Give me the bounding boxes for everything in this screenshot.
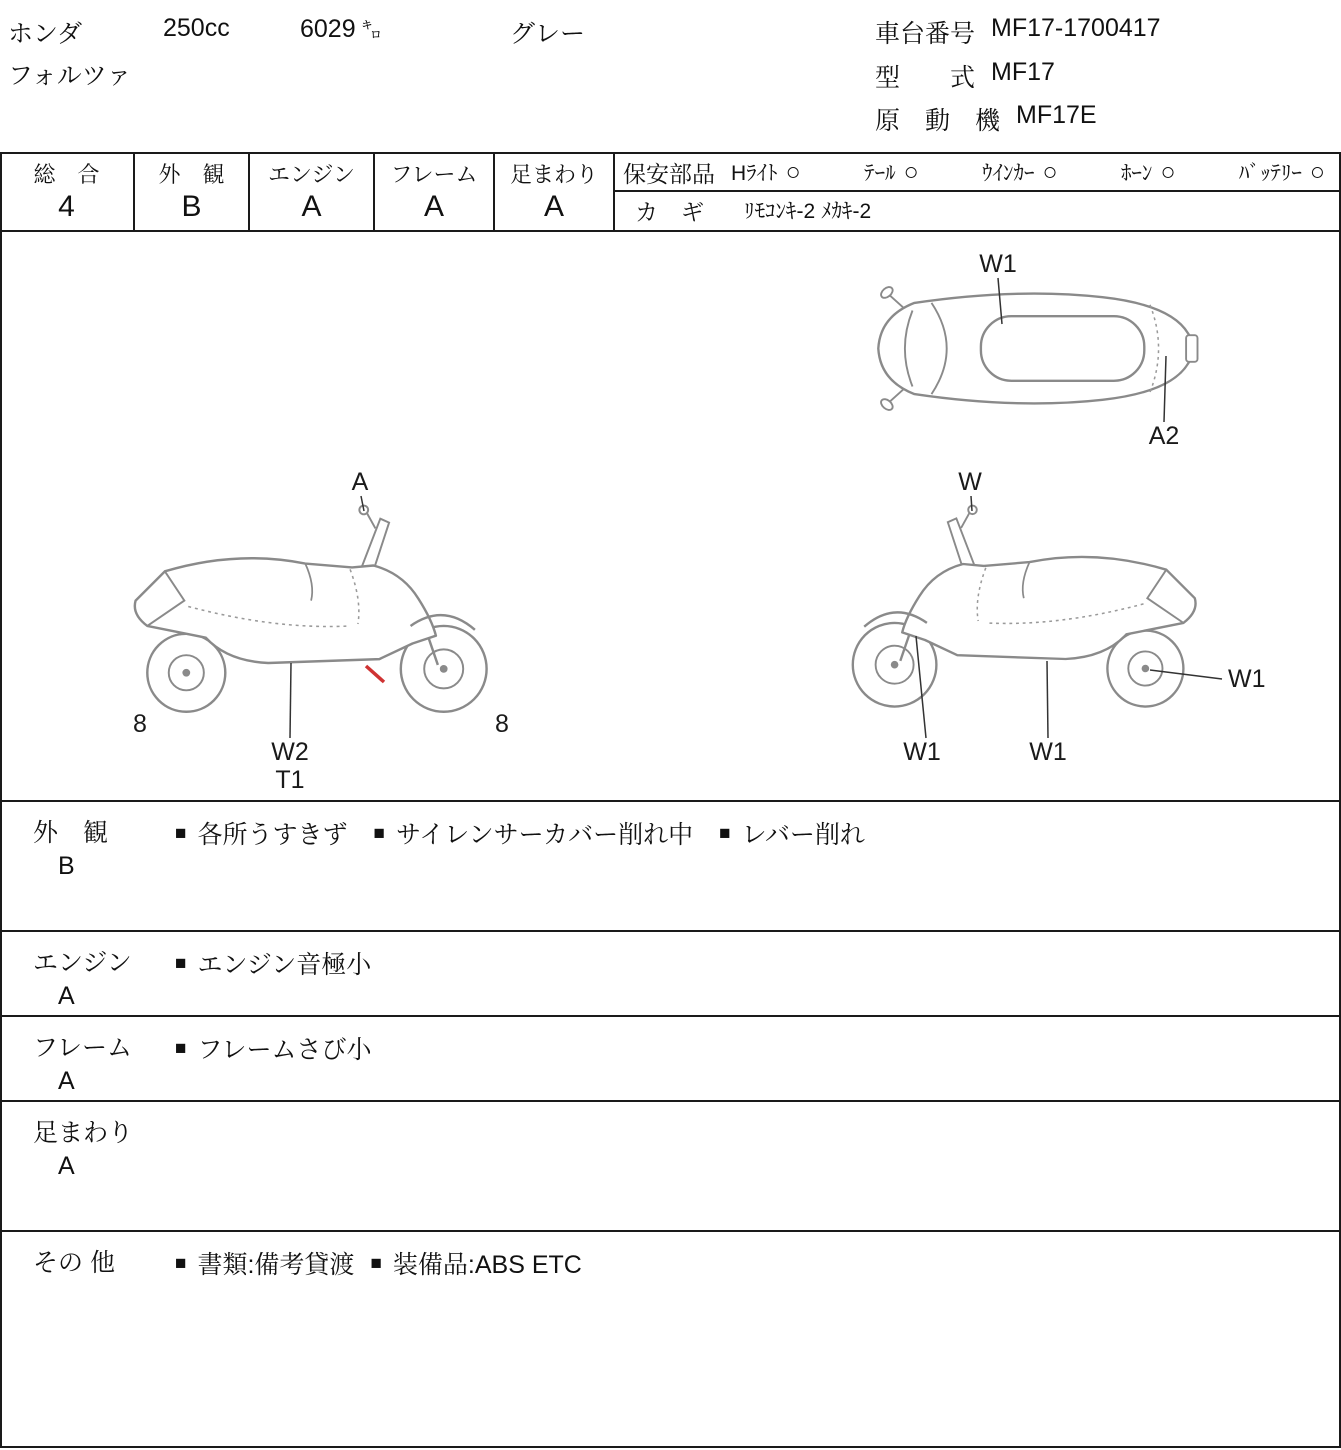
leader-line	[1047, 661, 1048, 738]
grade-label: エンジン	[268, 162, 355, 187]
grade-value: B	[181, 190, 202, 223]
grade-cell-exterior	[135, 154, 250, 230]
note-item	[175, 945, 371, 981]
bullet-square-icon: ■	[175, 1252, 187, 1274]
note-row-engine	[0, 930, 1341, 1015]
diagram-label-right-w: W	[958, 468, 982, 496]
grade-cell-engine	[250, 154, 375, 230]
safety-item-name: ﾎｰﾝ	[1120, 162, 1153, 185]
scooter-top-view	[878, 285, 1197, 412]
note-grade: A	[58, 1067, 75, 1095]
note-item	[175, 815, 348, 851]
safety-item-headlight	[731, 157, 801, 187]
grade-value: 4	[58, 190, 75, 223]
diagram-label-right-front-w1: W1	[903, 738, 941, 766]
status-circle-icon: ○	[1309, 157, 1325, 186]
diagram-label-left-front-8: 8	[495, 710, 509, 738]
safety-item-name: ﾃｰﾙ	[864, 162, 896, 185]
safety-item-battery	[1239, 157, 1325, 187]
keys-label: カ ギ	[635, 198, 704, 225]
diagram-label-right-rear-w1: W1	[1228, 665, 1266, 693]
grade-summary-row	[0, 152, 1341, 232]
safety-item-horn	[1121, 157, 1176, 187]
note-grade: A	[58, 1152, 75, 1180]
note-item	[175, 1030, 372, 1066]
chassis-number-value: MF17-1700417	[991, 14, 1161, 42]
note-label: 外 観	[33, 819, 109, 847]
status-circle-icon: ○	[1160, 157, 1176, 186]
displacement: 250cc	[163, 14, 230, 42]
grade-cell-frame	[375, 154, 495, 230]
note-label: エンジン	[33, 949, 132, 977]
leader-line	[290, 663, 291, 738]
diagram-label-top-w1: W1	[979, 250, 1017, 278]
grade-label: フレーム	[390, 162, 478, 187]
safety-items	[731, 157, 1329, 187]
safety-item-name: Hﾗｲﾄ	[731, 162, 778, 185]
note-row-other	[0, 1230, 1341, 1448]
note-item-text: エンジン音極小	[197, 951, 372, 979]
note-item-text: 各所うすきず	[197, 821, 348, 849]
note-label: その 他	[33, 1249, 115, 1277]
grade-value: A	[301, 190, 322, 223]
grade-value: A	[543, 190, 564, 223]
safety-parts-row	[615, 154, 1339, 192]
note-label: 足まわり	[33, 1119, 134, 1147]
bullet-square-icon: ■	[175, 952, 187, 974]
note-item-text: レバー削れ	[741, 821, 865, 849]
note-item	[175, 1245, 354, 1281]
note-item	[374, 815, 694, 851]
safety-item-name: ﾊﾞｯﾃﾘｰ	[1238, 162, 1302, 185]
bullet-square-icon: ■	[175, 1037, 187, 1059]
diagram-label-top-a2: A2	[1148, 422, 1180, 450]
bullet-square-icon: ■	[719, 822, 731, 844]
note-items	[175, 1030, 372, 1066]
keys-value: ﾘﾓｺﾝｷ-2 ﾒｶｷ-2	[744, 200, 872, 223]
scooter-left-view	[135, 506, 487, 712]
note-items	[175, 815, 865, 851]
grade-label: 足まわり	[509, 162, 598, 187]
safety-parts-section	[615, 154, 1339, 230]
note-item	[370, 1245, 581, 1281]
safety-item-tail	[864, 157, 919, 187]
scooter-right-view	[853, 506, 1196, 707]
note-item-text: 書類:備考貸渡	[197, 1251, 355, 1279]
diagram-label-left-t1: T1	[275, 766, 305, 794]
grade-cell-overall	[0, 154, 135, 230]
diagram-label-left-w2: W2	[271, 738, 309, 766]
model-code-label: 型 式	[875, 64, 976, 92]
note-label: フレーム	[33, 1034, 133, 1062]
mileage	[300, 14, 382, 44]
bullet-square-icon: ■	[175, 822, 187, 844]
note-row-frame	[0, 1015, 1341, 1100]
bullet-square-icon: ■	[373, 822, 385, 844]
note-grade: A	[58, 982, 75, 1010]
status-circle-icon: ○	[1042, 157, 1058, 186]
status-circle-icon: ○	[785, 157, 801, 186]
note-item	[719, 815, 865, 851]
leader-line	[971, 496, 972, 511]
grade-label: 外 観	[158, 162, 225, 187]
note-item-text: サイレンサーカバー削れ中	[395, 821, 694, 849]
engine-code-label: 原 動 機	[875, 107, 1001, 135]
body-color: グレー	[510, 20, 586, 48]
safety-item-name: ｳｲﾝｶｰ	[982, 162, 1035, 185]
note-item-text: フレームさび小	[197, 1036, 372, 1064]
model-name: フォルツァ	[8, 62, 132, 90]
mileage-value: 6029	[300, 15, 356, 43]
model-code-value: MF17	[991, 58, 1055, 86]
model-code-row	[875, 58, 1055, 94]
condition-diagram	[0, 232, 1341, 800]
grade-value: A	[423, 190, 444, 223]
engine-code-value: MF17E	[1016, 101, 1097, 129]
note-items	[175, 945, 371, 981]
note-item-text: 装備品:ABS ETC	[392, 1251, 582, 1279]
mileage-unit: ㌔	[361, 20, 382, 42]
note-row-exterior	[0, 800, 1341, 930]
note-row-undercarriage	[0, 1100, 1341, 1230]
status-circle-icon: ○	[903, 157, 919, 186]
safety-item-winker	[982, 157, 1058, 187]
chassis-number-row	[875, 14, 1161, 50]
maker-name: ホンダ	[8, 20, 83, 48]
keys-row	[615, 192, 1339, 228]
engine-code-row	[875, 101, 1097, 137]
note-grade: B	[58, 852, 75, 880]
grade-label: 総 合	[33, 162, 100, 187]
diagram-label-left-rear-8: 8	[133, 710, 147, 738]
safety-parts-label: 保安部品	[623, 160, 715, 187]
diagram-label-left-a: A	[351, 468, 369, 496]
chassis-number-label: 車台番号	[875, 20, 976, 48]
bullet-square-icon: ■	[370, 1252, 382, 1274]
damage-mark-red	[366, 666, 384, 682]
note-items	[175, 1245, 582, 1281]
grade-cell-undercarriage	[495, 154, 615, 230]
diagram-label-right-mid-w1: W1	[1029, 738, 1067, 766]
